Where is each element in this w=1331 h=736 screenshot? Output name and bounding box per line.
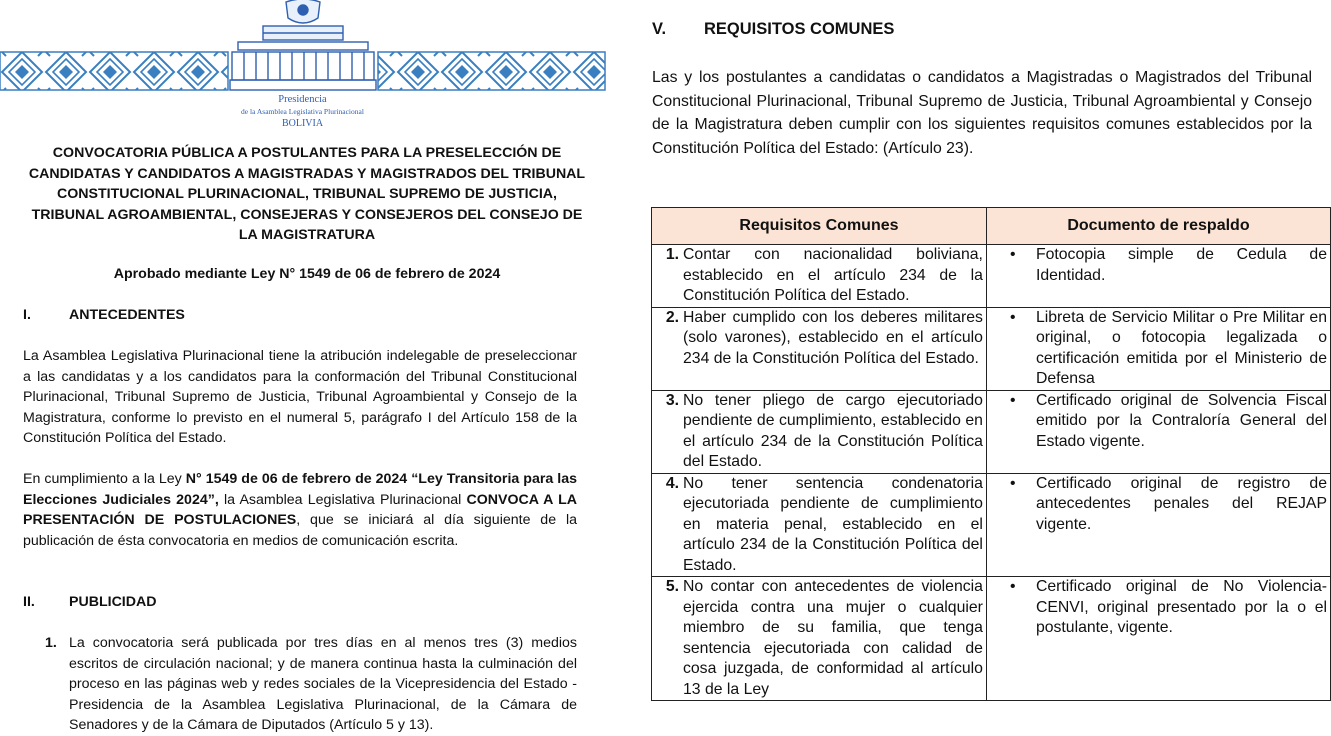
table-row	[652, 577, 1331, 701]
text-run: En cumplimiento a la Ley	[23, 471, 186, 487]
bullet-icon: •	[1009, 474, 1016, 492]
section-heading-publicidad	[23, 594, 157, 610]
document-text: Certificado original de Solvencia Fiscal emitido por la Contraloría General del Estado vigente.	[1035, 391, 1327, 450]
requirement-cell	[652, 390, 987, 473]
requirement-cell	[652, 307, 987, 390]
convoca-emphasis: CONVOCA A LA PRESENTACIÓN DE POSTULACIONES	[23, 491, 578, 528]
section-title: ANTECEDENTES	[69, 307, 185, 323]
table-row	[652, 473, 1331, 577]
requirement-text: Haber cumplido con los deberes militares (solo varones), establecido en el artículo 234 de la Constitución Política del Estado.	[683, 308, 983, 367]
column-header-documento: Documento de respaldo	[986, 208, 1330, 245]
requirement-cell	[652, 473, 987, 577]
bullet-icon: •	[1009, 578, 1016, 595]
column-header-requisitos: Requisitos Comunes	[652, 208, 987, 245]
list-number: 1.	[45, 635, 57, 651]
requirements-table	[651, 207, 1331, 701]
right-page	[628, 0, 1327, 720]
document-cell	[986, 245, 1330, 308]
document-text: Certificado original de registro de antecedentes penales del REJAP vigente.	[1035, 474, 1327, 533]
text-run: , que se iniciará al día siguiente de la publicación de ésta convocatoria en medios de comunicación escrita.	[23, 512, 577, 549]
bullet-icon: •	[1009, 246, 1016, 263]
convocatoria-paragraph	[23, 469, 577, 551]
document-cell	[986, 473, 1330, 577]
bullet-icon: •	[1009, 391, 1016, 409]
requirement-number: 4.	[665, 474, 679, 492]
section-heading-antecedentes	[23, 307, 185, 323]
requisitos-paragraph: Las y los postulantes a candidatas o candidatos a Magistradas o Magistrados del Tribunal Constitucional Plurinacional, Tribunal Supremo de Justicia, Tribunal Agroambiental y Consejo de la Magistratura deben cumplir con los siguientes requisitos comunes establecidos por la Constitución Política del Estado: (Artículo 23).	[652, 69, 1312, 157]
requirement-text: No tener pliego de cargo ejecutoriado pendiente de cumplimiento, establecido en el artículo 234 de la Constitución Política del Estado.	[683, 391, 983, 470]
document-title: CONVOCATORIA PÚBLICA A POSTULANTES PARA LA PRESELECCIÓN DE CANDIDATAS Y CANDIDATOS A MAGISTRADAS Y MAGISTRADOS DEL TRIBUNAL CONSTITUCIONAL PLURINACIONAL, TRIBUNAL SUPREMO DE JUSTICIA, TRIBUNAL AGROAMBIENTAL, CONSEJERAS Y CONSEJEROS DEL CONSEJO DE LA MAGISTRATURA	[28, 145, 586, 243]
document-cell	[986, 307, 1330, 390]
requirement-number: 3.	[665, 391, 679, 409]
section-number: V.	[652, 20, 667, 38]
assembly-emblem	[228, 0, 378, 100]
requirement-number: 1.	[665, 246, 679, 263]
document-text: Fotocopia simple de Cedula de Identidad.	[1035, 246, 1327, 284]
requirement-text: No contar con antecedentes de violencia ejercida contra una mujer o cualquier miembro de su familia, que tenga sentencia ejecutoriada con calidad de cosa juzgada, de conformidad al artículo 13 de la Ley	[683, 578, 983, 698]
document-text: Certificado original de No Violencia- CENVI, original presentado por la o el postulante, vigente.	[1035, 578, 1327, 636]
requirement-text: Contar con nacionalidad boliviana, establecido en el artículo 234 de la Constitución Política del Estado.	[683, 246, 983, 304]
requirement-number: 2.	[665, 308, 679, 326]
requirement-text: No tener sentencia condenatoria ejecutoriada pendiente de cumplimiento en materia penal, establecido en el artículo 234 de la Constitución Política del Estado.	[683, 474, 983, 574]
document-text: Libreta de Servicio Militar o Pre Militar en original, o fotocopia legalizada o certificación emitida por el Ministerio de Defensa	[1035, 308, 1327, 387]
table-row	[652, 390, 1331, 473]
bullet-icon: •	[1009, 308, 1016, 326]
left-page	[0, 0, 620, 733]
section-number: I.	[23, 307, 31, 323]
country-label: BOLIVIA	[281, 118, 324, 129]
antecedentes-paragraph: La Asamblea Legislativa Plurinacional tiene la atribución indelegable de preseleccionar a las candidatas y a los candidatos para la conformación del Tribunal Constitucional Plurinacional, Tribunal Supremo de Justicia, Tribunal Agroambiental y Consejo de la Magistratura, conforme lo previsto en el numeral 5, parágrafo I del Artículo 158 de la Constitución Política del Estado.	[23, 348, 577, 446]
presidencia-label: Presidencia	[278, 94, 327, 105]
asamblea-label: de la Asamblea Legislativa Plurinacional	[241, 107, 364, 116]
presidency-caption	[215, 94, 390, 130]
requirement-cell	[652, 245, 987, 308]
law-reference: N° 1549 de 06 de febrero de 2024 “Ley Transitoria para las Elecciones Judiciales 2024”,	[23, 471, 577, 508]
table-body	[652, 245, 1331, 701]
requirement-number: 5.	[665, 578, 679, 595]
list-text: La convocatoria será publicada por tres días en al menos tres (3) medios escritos de circulación nacional; y de manera continua hasta la culminación del proceso en las páginas web y redes sociales de la Vicepresidencia del Estado - Presidencia de la Asamblea Legislativa Plurinacional, de la Cámara de Senadores y de la Cámara de Diputados (Artículo 5 y 13).	[69, 635, 577, 733]
text-run: la Asamblea Legislativa Plurinacional	[218, 491, 467, 508]
publicidad-list-item	[45, 633, 577, 736]
document-cell	[986, 577, 1330, 701]
section-heading-requisitos	[652, 20, 894, 39]
table-row	[652, 245, 1331, 308]
requirement-cell	[652, 577, 987, 701]
section-title: PUBLICIDAD	[69, 594, 157, 610]
approval-line: Aprobado mediante Ley N° 1549 de 06 de febrero de 2024	[113, 266, 501, 282]
section-title: REQUISITOS COMUNES	[704, 20, 895, 38]
document-cell	[986, 390, 1330, 473]
section-number: II.	[23, 594, 35, 610]
table-row	[652, 307, 1331, 390]
table-header-row	[652, 208, 1331, 245]
